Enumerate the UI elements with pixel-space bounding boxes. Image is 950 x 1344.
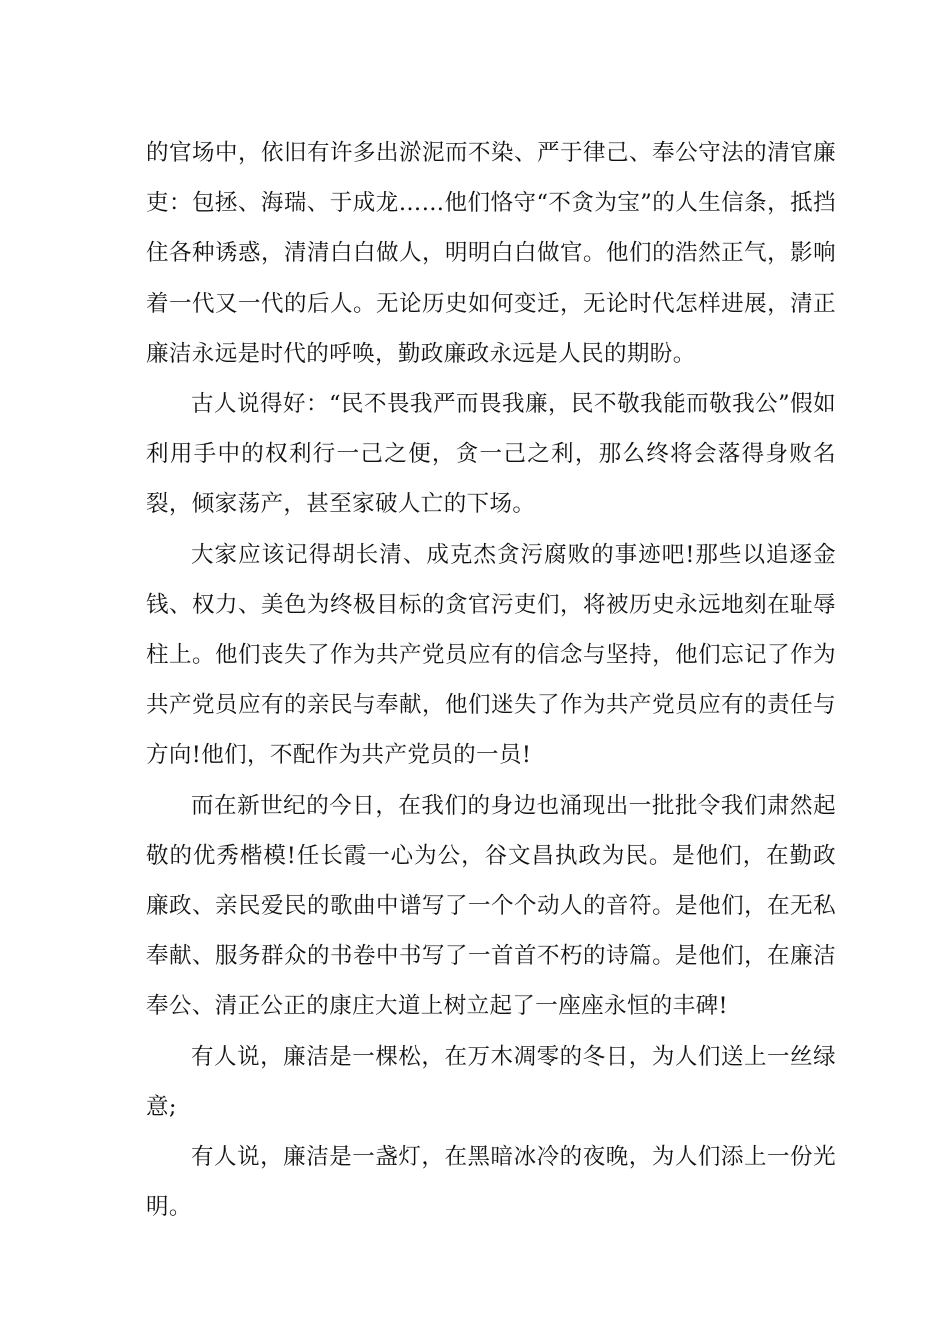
paragraph-5: 有人说，廉洁是一棵松，在万木凋零的冬日，为人们送上一丝绿意;: [146, 1043, 836, 1120]
paragraph-3: 大家应该记得胡长清、成克杰贪污腐败的事迹吧!那些以追逐金钱、权力、美色为终极目标的贪官污吏们，将被历史永远地刻在耻辱柱上。他们丧失了作为共产党员应有的信念与坚持，他们忘记了作为共产党员应有的亲民与奉献，他们迷失了作为共产党员应有的责任与方向!他们，不配作为共产党员的一员!: [146, 541, 836, 769]
document-body: [146, 128, 836, 1232]
paragraph-1: 的官场中，依旧有许多出淤泥而不染、严于律己、奉公守法的清官廉吏：包拯、海瑞、于成龙……他们恪守“不贪为宝”的人生信条，抵挡住各种诱惑，清清白白做人，明明白白做官。他们的浩然正气，影响着一代又一代的后人。无论历史如何变迁，无论时代怎样进展，清正廉洁永远是时代的呼唤，勤政廉政永远是人民的期盼。: [146, 140, 836, 367]
paragraph-6: 有人说，廉洁是一盏灯，在黑暗冰冷的夜晚，为人们添上一份光明。: [146, 1144, 836, 1221]
paragraph-2: 古人说得好：“民不畏我严而畏我廉，民不敬我能而敬我公”假如利用手中的权利行一己之便，贪一己之利，那么终将会落得身败名裂，倾家荡产，甚至家破人亡的下场。: [146, 391, 836, 518]
paragraph-4: 而在新世纪的今日，在我们的身边也涌现出一批批令我们肃然起敬的优秀楷模!任长霞一心为公，谷文昌执政为民。是他们，在勤政廉政、亲民爱民的歌曲中谱写了一个个动人的音符。是他们，在无私奉献、服务群众的书卷中书写了一首首不朽的诗篇。是他们，在廉洁奉公、清正公正的康庄大道上树立起了一座座永恒的丰碑!: [146, 792, 836, 1020]
